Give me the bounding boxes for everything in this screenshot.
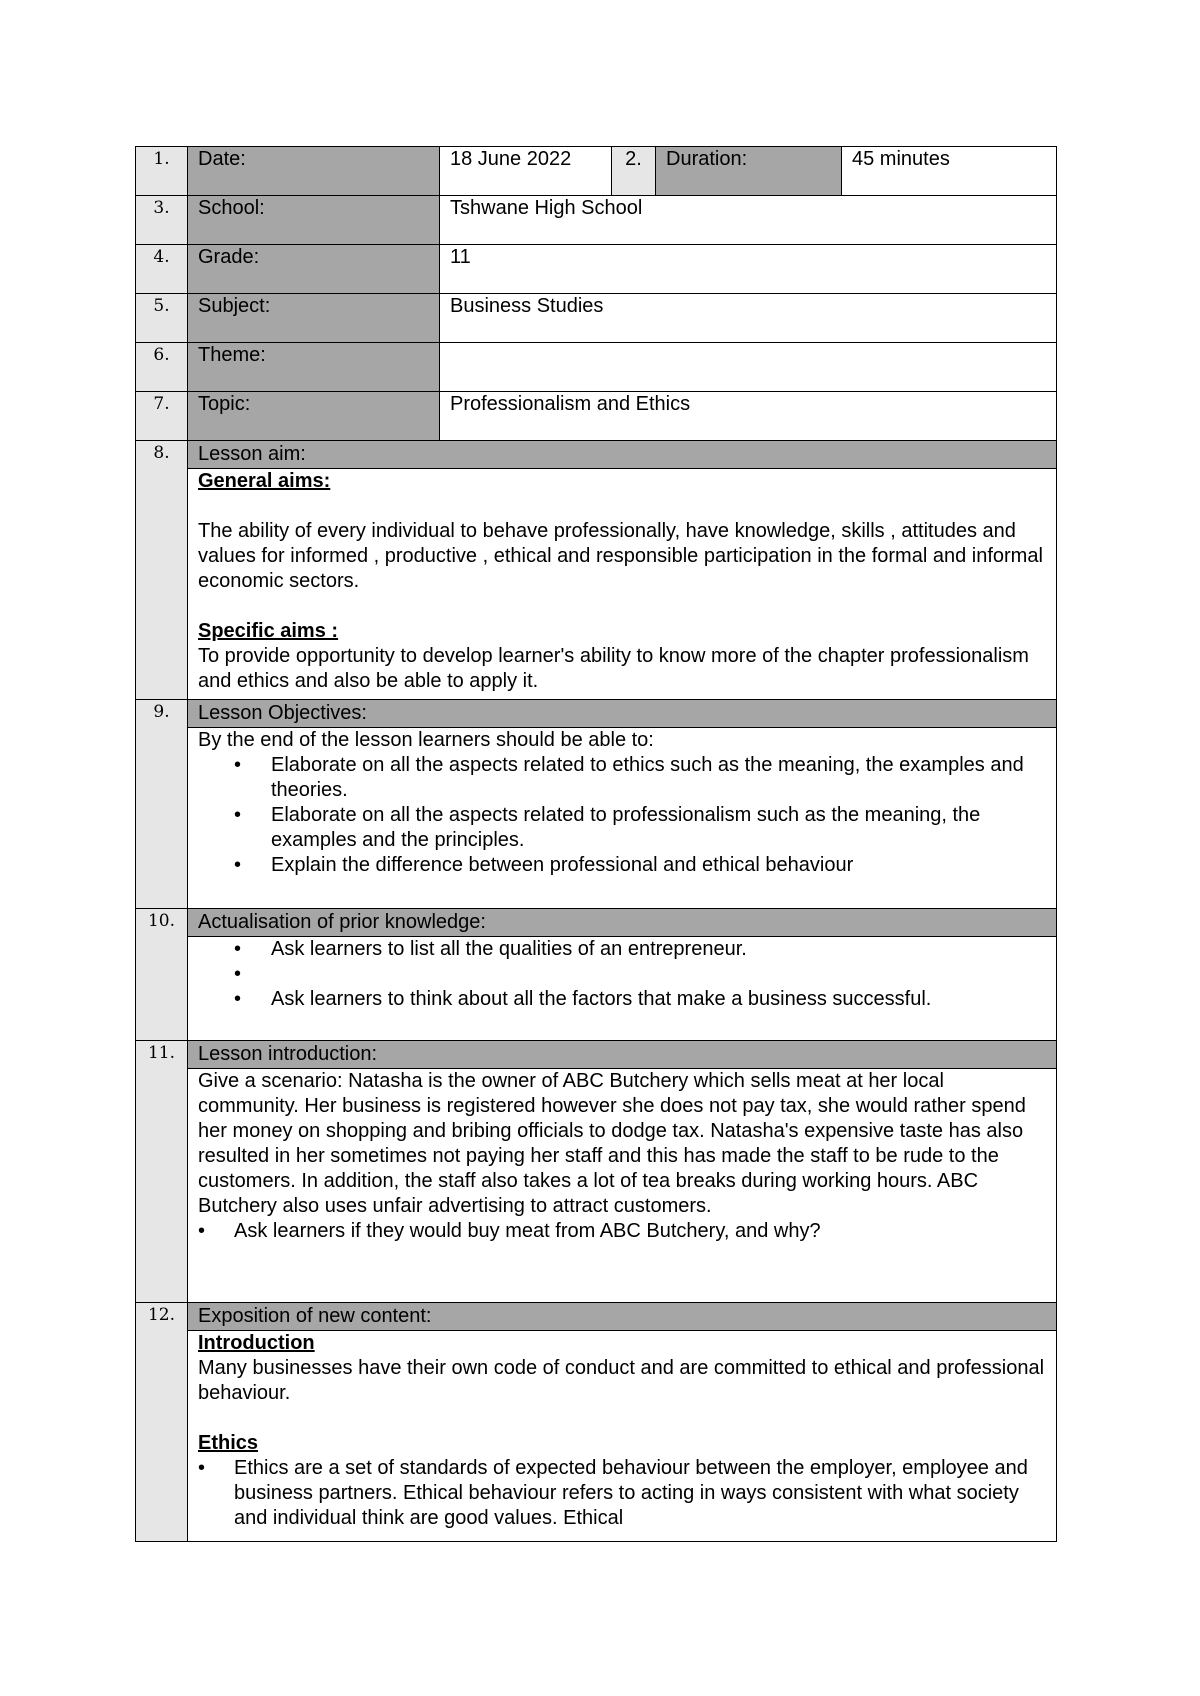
lesson-aim-label: Lesson aim:: [188, 441, 1057, 469]
specific-aims-heading: Specific aims :: [198, 620, 339, 642]
row-lesson-aim-body: [136, 469, 1057, 700]
row-lesson-aim-header: [136, 441, 1057, 469]
lesson-introduction-body: [188, 1069, 1057, 1303]
topic-value: Professionalism and Ethics: [440, 392, 1057, 441]
lesson-aim-body: [188, 469, 1057, 700]
list-item: • Ethics are a set of standards of expected behaviour between the employer, employee and business partners. Ethical behaviour refers to acting in ways consistent with what society and individual think are good values. Ethical: [198, 1456, 1046, 1531]
row-exposition-header: [136, 1303, 1057, 1331]
topic-label: Topic:: [188, 392, 440, 441]
ethics-heading: Ethics: [198, 1432, 259, 1454]
row-number: 3.: [136, 196, 188, 245]
school-value: Tshwane High School: [440, 196, 1057, 245]
general-aims-heading: General aims:: [198, 470, 331, 492]
subject-label: Subject:: [188, 294, 440, 343]
list-item: • Ask learners to list all the qualities of an entrepreneur.: [198, 937, 1046, 962]
date-label: Date:: [188, 147, 440, 196]
exposition-label: Exposition of new content:: [188, 1303, 1057, 1331]
list-item: • Elaborate on all the aspects related to ethics such as the meaning, the examples and theories.: [198, 753, 1046, 803]
row-lesson-introduction-header: [136, 1041, 1057, 1069]
objectives-intro: By the end of the lesson learners should be able to:: [198, 729, 654, 751]
row-prior-knowledge-header: [136, 909, 1057, 937]
lesson-plan-table: [135, 146, 1057, 1542]
prior-knowledge-body: [188, 937, 1057, 1041]
row-number: 5.: [136, 294, 188, 343]
row-school: [136, 196, 1057, 245]
row-topic: [136, 392, 1057, 441]
row-number: 9.: [136, 700, 188, 909]
row-number: 11.: [136, 1041, 188, 1303]
prior-knowledge-list: [198, 937, 1046, 1012]
lesson-objectives-body: [188, 728, 1057, 909]
row-number: 4.: [136, 245, 188, 294]
ethics-list: [198, 1456, 1046, 1531]
exposition-body: [188, 1331, 1057, 1542]
row-number: 12.: [136, 1303, 188, 1542]
row-grade: [136, 245, 1057, 294]
duration-value: 45 minutes: [842, 147, 1057, 196]
row-date-duration: [136, 147, 1057, 196]
general-aims-text: The ability of every individual to behave professionally, have knowledge, skills , attitudes and values for informed , productive , ethical and responsible participation in the formal and informal economic sectors.: [198, 520, 1043, 592]
introduction-text: Many businesses have their own code of conduct and are committed to ethical and professional behaviour.: [198, 1357, 1045, 1404]
lesson-objectives-label: Lesson Objectives:: [188, 700, 1057, 728]
duration-label: Duration:: [656, 147, 842, 196]
list-item: • Explain the difference between professional and ethical behaviour: [198, 853, 1046, 878]
theme-value: [440, 343, 1057, 392]
row-lesson-objectives-body: [136, 728, 1057, 909]
row-number: 8.: [136, 441, 188, 700]
row-exposition-body: [136, 1331, 1057, 1542]
list-item: • Ask learners to think about all the factors that make a business successful.: [198, 987, 1046, 1012]
row-number: 2.: [612, 147, 656, 196]
theme-label: Theme:: [188, 343, 440, 392]
row-number: 1.: [136, 147, 188, 196]
row-subject: [136, 294, 1057, 343]
exposition-content: [198, 1331, 1046, 1541]
grade-value: 11: [440, 245, 1057, 294]
row-number: 6.: [136, 343, 188, 392]
grade-label: Grade:: [188, 245, 440, 294]
date-value: 18 June 2022: [440, 147, 612, 196]
list-item: • Elaborate on all the aspects related to professionalism such as the meaning, the examples and the principles.: [198, 803, 1046, 853]
introduction-heading: Introduction: [198, 1332, 315, 1354]
lesson-introduction-label: Lesson introduction:: [188, 1041, 1057, 1069]
row-number: 7.: [136, 392, 188, 441]
introduction-list: [198, 1219, 1046, 1244]
row-number: 10.: [136, 909, 188, 1041]
school-label: School:: [188, 196, 440, 245]
subject-value: Business Studies: [440, 294, 1057, 343]
specific-aims-text: To provide opportunity to develop learner's ability to know more of the chapter professionalism and ethics and also be able to apply it.: [198, 645, 1029, 692]
objectives-list: [198, 753, 1046, 878]
row-theme: [136, 343, 1057, 392]
scenario-text: Give a scenario: Natasha is the owner of ABC Butchery which sells meat at her local community. Her business is registered however she does not pay tax, she would rather spend her money on shopping and bribing officials to dodge tax. Natasha's expensive taste has also resulted in her sometimes not paying her staff and this has made the staff to be rude to the customers. In addition, the staff also takes a lot of tea breaks during working hours. ABC Butchery also uses unfair advertising to attract customers.: [198, 1070, 1026, 1217]
row-prior-knowledge-body: [136, 937, 1057, 1041]
prior-knowledge-label: Actualisation of prior knowledge:: [188, 909, 1057, 937]
list-item: • Ask learners if they would buy meat from ABC Butchery, and why?: [198, 1219, 1046, 1244]
row-lesson-introduction-body: [136, 1069, 1057, 1303]
row-lesson-objectives-header: [136, 700, 1057, 728]
lesson-plan-sheet: [135, 146, 1056, 1542]
